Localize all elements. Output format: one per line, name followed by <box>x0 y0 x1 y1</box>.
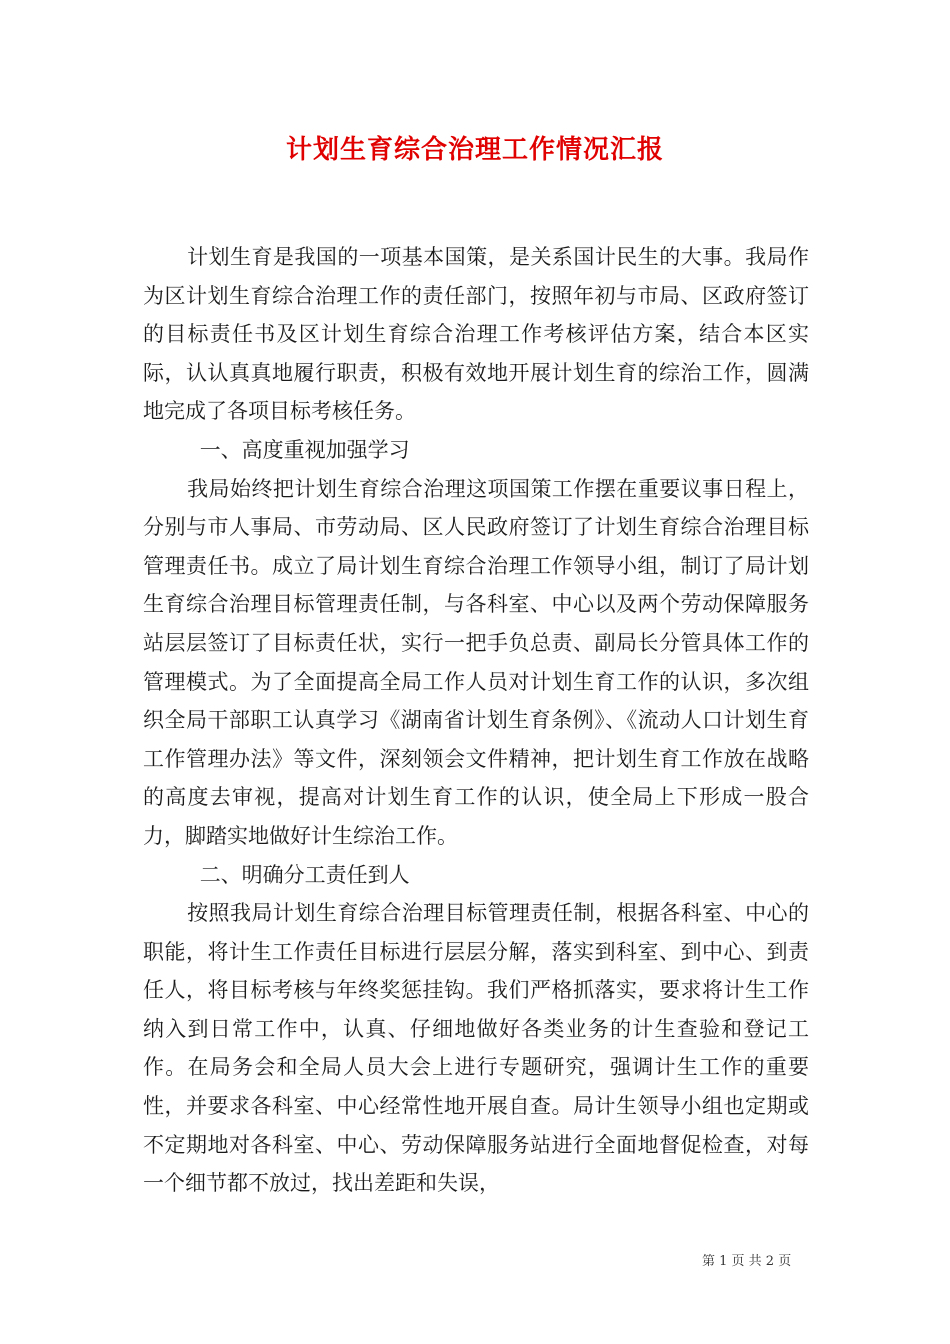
page-number-footer: 第 1 页 共 2 页 <box>702 1254 792 1269</box>
paragraph-intro: 计划生育是我国的一项基本国策，是关系国计民生的大事。我局作为区计划生育综合治理工作的责任部门，按照年初与市局、区政府签订的目标责任书及区计划生育综合治理工作考核评估方案，结合本区实际，认认真真地履行职责，积极有效地开展计划生育的综治工作，圆满地完成了各项目标考核任务。 <box>143 245 809 424</box>
document-body <box>143 238 809 1203</box>
section-heading-1: 一、高度重视加强学习 <box>199 437 410 462</box>
document-title: 计划生育综合治理工作情况汇报 <box>285 135 664 165</box>
paragraph-section-2: 按照我局计划生育综合治理目标管理责任制，根据各科室、中心的职能，将计生工作责任目标进行层层分解，落实到科室、到中心、到责任人，将目标考核与年终奖惩挂钩。我们严格抓落实，要求将计生工作纳入到日常工作中，认真、仔细地做好各类业务的计生查验和登记工作。在局务会和全局人员大会上进行专题研究，强调计生工作的重要性，并要求各科室、中心经常性地开展自查。局计生领导小组也定期或不定期地对各科室、中心、劳动保障服务站进行全面地督促检查，对每一个细节都不放过，找出差距和失误， <box>143 901 809 1196</box>
section-heading-2: 二、明确分工责任到人 <box>199 862 410 887</box>
paragraph-section-1: 我局始终把计划生育综合治理这项国策工作摆在重要议事日程上，分别与市人事局、市劳动局、区人民政府签订了计划生育综合治理目标管理责任书。成立了局计划生育综合治理工作领导小组，制订了局计划生育综合治理目标管理责任制，与各科室、中心以及两个劳动保障服务站层层签订了目标责任状，实行一把手负总责、副局长分管具体工作的管理模式。为了全面提高全局工作人员对计划生育工作的认识，多次组织全局干部职工认真学习《湖南省计划生育条例》、《流动人口计划生育工作管理办法》等文件，深刻领会文件精神，把计划生育工作放在战略的高度去审视，提高对计划生育工作的认识，使全局上下形成一股合力，脚踏实地做好计生综治工作。 <box>143 476 809 848</box>
